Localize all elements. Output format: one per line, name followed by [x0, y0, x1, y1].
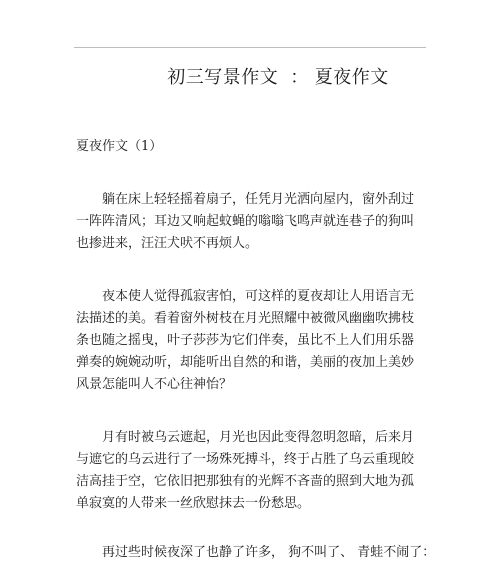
paragraph-1 — [76, 189, 430, 255]
paragraph-3 — [76, 427, 430, 515]
paragraph-4 — [76, 542, 436, 564]
document-title — [0, 63, 500, 89]
title-sub: 夏夜作文 — [314, 67, 389, 88]
title-separator: ： — [290, 67, 309, 88]
paragraph-line: 夜本使人觉得孤寂害怕，可这样的夏夜却让人用语言无 — [102, 289, 415, 304]
paragraph-2 — [76, 286, 430, 396]
title-main: 初三写景作文 — [167, 67, 279, 88]
paragraph-line: 弹奏的婉婉动听，却能听出自然的和谐，美丽的夜加上美妙 — [76, 355, 415, 370]
paragraph-line: 躺在床上轻轻摇着扇子，任凭月光洒向屋内，窗外刮过 — [102, 192, 415, 207]
section-heading: 夏夜作文（1） — [76, 139, 163, 154]
paragraph-line: 一阵阵清风；耳边又响起蚊蝇的嗡嗡飞鸣声就连巷子的狗叫 — [76, 214, 415, 229]
paragraph-line: 也掺进来，汪汪犬吠不再烦人。 — [76, 236, 259, 251]
header-rule — [74, 47, 426, 48]
paragraph-line: 风景怎能叫人不心往神怡？ — [76, 377, 233, 392]
paragraph-line: 法描述的美。看着窗外树枝在月光照耀中被微风幽幽吹拂枝 — [76, 311, 415, 326]
paragraph-line: 再过些时候夜深了也静了许多， 狗不叫了、 青蛙不闹了： — [102, 545, 436, 560]
paragraph-line: 月有时被乌云遮起，月光也因此变得忽明忽暗，后来月 — [102, 430, 415, 445]
paragraph-line: 与遮它的乌云进行了一场殊死搏斗，终于占胜了乌云重现皎 — [76, 452, 415, 467]
paragraph-line: 单寂寞的人带来一丝欣慰抹去一份愁思。 — [76, 496, 311, 511]
paragraph-line: 条也随之摇曳，叶子莎莎为它们伴奏，虽比不上人们用乐器 — [76, 333, 415, 348]
paragraph-line: 洁高挂于空，它依旧把那独有的光辉不吝啬的照到大地为孤 — [76, 474, 415, 489]
